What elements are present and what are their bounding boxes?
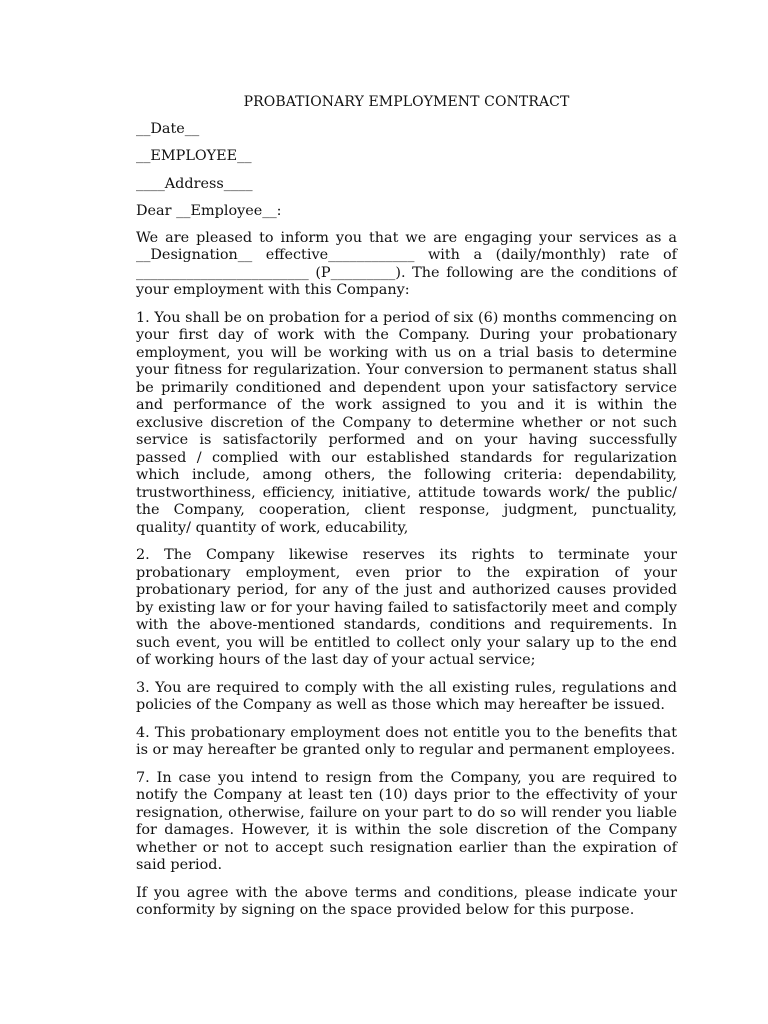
clause-4: 4. This probationary employment does not entitle you to the benefits that is or may hereafter be granted only to regular and permanent employees. xyxy=(136,724,677,758)
clause-3: 3. You are required to comply with the all existing rules, regulations and policies of the Company as well as those which may hereafter be issued. xyxy=(136,679,677,713)
address-placeholder: ____Address____ xyxy=(136,175,253,192)
salutation: Dear __Employee__: xyxy=(136,203,282,219)
closing-paragraph: If you agree with the above terms and conditions, please indicate your conformity by signing on the space provided below for this purpose. xyxy=(136,884,677,918)
document-page xyxy=(136,94,677,930)
intro-paragraph: We are pleased to inform you that we are engaging your services as a __Designation__ effective____________ with a (daily/monthly) rate of ________________________ (P_________). The following are the conditions of your employment with this Company: xyxy=(136,229,677,298)
clause-7: 7. In case you intend to resign from the Company, you are required to notify the Company at least ten (10) days prior to the effectivity of your resignation, otherwise, failure on your part to do so will render you liable for damages. However, it is within the sole discretion of the Company whether or not to accept such resignation earlier than the expiration of said period. xyxy=(136,769,677,873)
clause-2: 2. The Company likewise reserves its rights to terminate your probationary employment, even prior to the expiration of your probationary period, for any of the just and authorized causes provided by existing law or for your having failed to satisfactorily meet and comply with the above-mentioned standards, conditions and requirements. In such event, you will be entitled to collect only your salary up to the end of working hours of the last day of your actual service; xyxy=(136,547,677,668)
document-title: PROBATIONARY EMPLOYMENT CONTRACT xyxy=(243,94,570,110)
clause-1: 1. You shall be on probation for a period of six (6) months commencing on your first day of work with the Company. During your probationary employment, you will be working with us on a trial basis to determine your fitness for regularization. Your conversion to permanent status shall be primarily conditioned and dependent upon your satisfactory service and performance of the work assigned to you and it is within the exclusive discretion of the Company to determine whether or not such service is satisfactorily performed and on your having successfully passed / complied with our established standards for regularization which include, among others, the following criteria: dependability, trustworthiness, efficiency, initiative, attitude towards work/ the public/ the Company, cooperation, client response, judgment, punctuality, quality/ quantity of work, educability, xyxy=(136,309,677,536)
date-placeholder: __Date__ xyxy=(136,120,200,137)
employee-placeholder: __EMPLOYEE__ xyxy=(136,148,252,164)
